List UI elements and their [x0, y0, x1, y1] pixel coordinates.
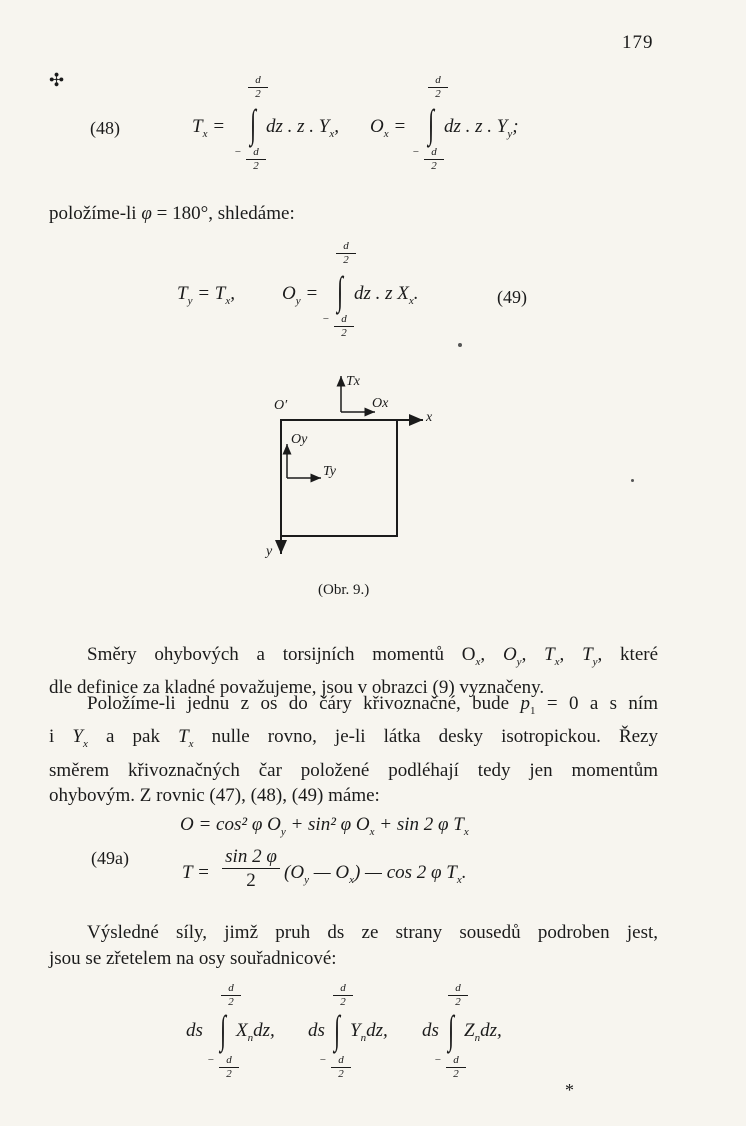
integral-sign: ∫	[334, 1007, 341, 1052]
integral-lower-limit: − d 2	[446, 1054, 466, 1081]
integral-lower-limit: − d 2	[424, 146, 444, 173]
integral-sign: ∫	[250, 101, 257, 146]
equation-49-part2: $O_y$ =	[282, 283, 319, 307]
paragraph-3-line-1: Výsledné síly, jimž pruh ds ze strany sousedů podroben jest,	[87, 922, 658, 943]
equation-48-lhs2: $O_x$ =	[370, 116, 407, 140]
figure-tx-label: Tx	[346, 374, 360, 389]
equation-49a-row2-rhs: ($O_y$ — $O_x$) — cos 2 φ $T_x$.	[284, 862, 467, 886]
equation-49a-row1: O = cos² φ $O_y + \sin^2$ φ $O_x + \sin 2$ φ $T_x$	[180, 814, 469, 838]
final-integral-1-body: $X_ndz$,	[236, 1020, 275, 1044]
figure-origin-label: O′	[274, 398, 288, 413]
equation-48-lhs1: $T_x$ =	[192, 116, 226, 140]
integral-upper-limit: d 2	[448, 982, 468, 1009]
paragraph-1-line-1: Směry ohybových a torsijních momentů $O_x$, $O_y$, $T_x$, $T_y$, které	[87, 644, 659, 668]
integral-lower-limit: − d 2	[331, 1054, 351, 1081]
print-speck	[458, 343, 462, 347]
integral-sign: ∫	[337, 268, 344, 313]
figure-oy-label: Oy	[291, 432, 308, 447]
final-integral-3-body: $Z_ndz$,	[464, 1020, 502, 1044]
final-integrals	[186, 982, 526, 1082]
paragraph-2	[49, 691, 658, 809]
paragraph-2-line-2: i $Y_x$ a pak $T_x$ nulle rovno, je-li látka desky isotropickou. Řezy	[49, 726, 658, 751]
figure-x-axis-label: x	[426, 410, 433, 425]
paragraph-3-line-2: jsou se zřetelem na osy souřadnicové:	[49, 947, 337, 969]
integral-upper-limit: d 2	[428, 74, 448, 101]
paragraph-2-line-1: Položíme-li jednu z os do čáry křivoznačné, bude $p_1 = 0$ a s ním	[87, 693, 658, 717]
paragraph-3	[49, 920, 658, 971]
footer-asterisk: *	[565, 1080, 574, 1100]
equation-48-label: (48)	[90, 118, 120, 138]
margin-ornament: ✣	[49, 70, 65, 90]
final-integral-2-body: $Y_ndz$,	[350, 1020, 388, 1044]
paragraph-2-line-3: směrem křivoznačných čar položené podléhají tedy jen momentům	[49, 759, 658, 781]
equation-49a-fraction: sin 2 φ 2	[222, 846, 280, 893]
integral-lower-limit: − d 2	[246, 146, 266, 173]
paragraph-2-line-4: ohybovým. Z rovnic (47), (48), (49) máme:	[49, 785, 380, 807]
final-integral-3-pre: ds	[422, 1020, 439, 1041]
integral-sign: ∫	[428, 101, 435, 146]
print-speck	[631, 479, 634, 482]
equation-49-integrand: dz . z $X_x$.	[354, 283, 419, 307]
final-integral-1-pre: ds	[186, 1020, 203, 1041]
equation-48-integrand2: dz . z . $Y_y$;	[444, 116, 519, 140]
integral-upper-limit: d 2	[333, 982, 353, 1009]
integral-upper-limit: d 2	[336, 240, 356, 267]
paragraph-1-line-2: dle definice za kladné považujeme, jsou v obrazci (9) vyznačeny.	[49, 677, 545, 699]
integral-sign: ∫	[448, 1007, 455, 1052]
integral-sign: ∫	[220, 1007, 227, 1052]
equation-49-label: (49)	[497, 287, 527, 307]
equation-48-integrand1: dz . z . $Y_x$,	[266, 116, 339, 140]
intro-line: položíme-li φ = 180°, shledáme:	[49, 203, 295, 224]
figure-ox-label: Ox	[372, 396, 389, 411]
equation-49-part1: $T_y = T_x$,	[177, 283, 235, 307]
equation-49a-row2-lhs: T =	[182, 862, 210, 883]
equation-49a-label: (49a)	[91, 848, 129, 868]
integral-lower-limit: − d 2	[334, 313, 354, 340]
final-integral-2-pre: ds	[308, 1020, 325, 1041]
integral-upper-limit: d 2	[221, 982, 241, 1009]
integral-upper-limit: d 2	[248, 74, 268, 101]
figure-caption: (Obr. 9.)	[318, 582, 370, 598]
figure-ty-label: Ty	[323, 464, 336, 479]
figure-y-axis-label: y	[266, 544, 273, 559]
page-number: 179	[622, 32, 654, 53]
integral-lower-limit: − d 2	[219, 1054, 239, 1081]
